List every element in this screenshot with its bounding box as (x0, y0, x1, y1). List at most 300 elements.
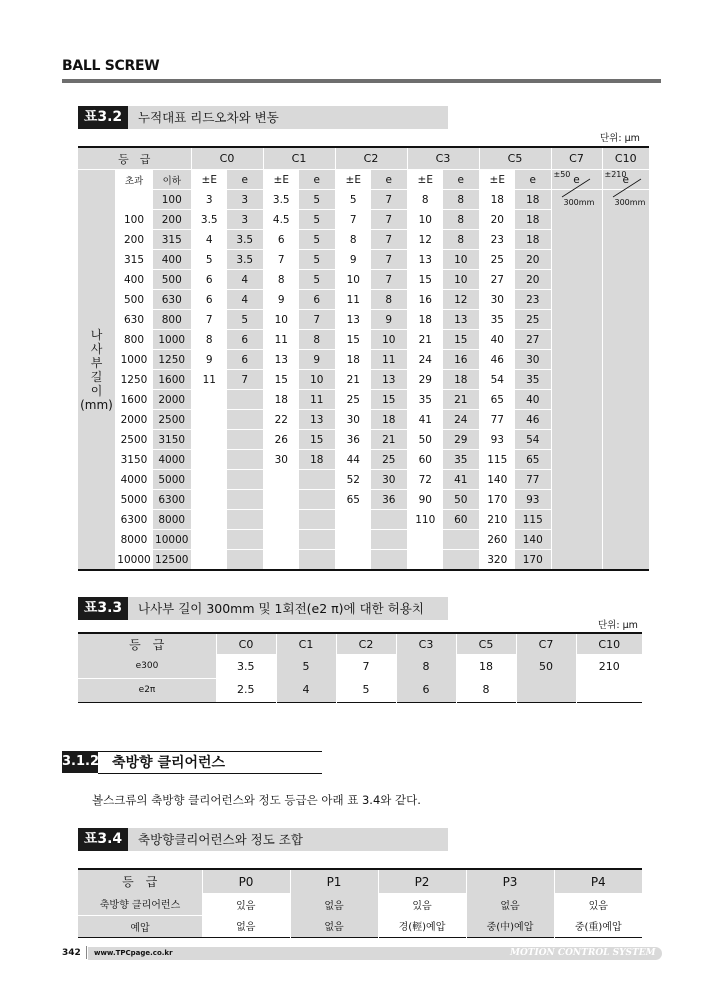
sub-header-E: ±E (263, 170, 299, 190)
tolerance-cell (227, 490, 263, 510)
tolerance-cell: 4 (227, 270, 263, 290)
tolerance-cell: 13 (263, 350, 299, 370)
length-over-cell (115, 190, 153, 210)
tolerance-cell (263, 550, 299, 571)
sub-header-e: e (443, 170, 479, 190)
sub-header-e: e (371, 170, 407, 190)
c10-bottom-value: 300mm (614, 198, 646, 207)
tolerance-cell: 25 (479, 250, 515, 270)
tolerance-cell: 140 (479, 470, 515, 490)
length-under-cell: 2500 (153, 410, 191, 430)
length-over-cell: 315 (115, 250, 153, 270)
sub-header-e: e (299, 170, 335, 190)
row-label-char: 이 (90, 383, 103, 398)
tolerance-cell: 18 (299, 450, 335, 470)
tolerance-cell: 3.5 (263, 190, 299, 210)
length-under-cell: 12500 (153, 550, 191, 571)
tolerance-cell (227, 530, 263, 550)
length-under-cell: 4000 (153, 450, 191, 470)
tolerance-cell: 18 (263, 390, 299, 410)
tolerance-cell: 23 (479, 230, 515, 250)
tolerance-cell: 20 (515, 250, 551, 270)
tolerance-cell (227, 430, 263, 450)
tolerance-cell: 44 (335, 450, 371, 470)
tolerance-cell: 27 (479, 270, 515, 290)
table33-grade: C10 (576, 633, 642, 654)
tolerance-cell: 7 (371, 190, 407, 210)
tolerance-cell: 90 (407, 490, 443, 510)
length-over-cell: 4000 (115, 470, 153, 490)
footer-url[interactable]: www.TPCpage.co.kr (94, 949, 173, 957)
tolerance-cell (227, 410, 263, 430)
tolerance-cell: 46 (515, 410, 551, 430)
row-label-e2pi: e2π (78, 678, 216, 702)
length-over-cell: 8000 (115, 530, 153, 550)
length-under-cell: 3150 (153, 430, 191, 450)
table32-grade: C0 (191, 147, 263, 170)
tolerance-cell: 11 (191, 370, 227, 390)
tolerance-cell: 54 (515, 430, 551, 450)
tolerance-cell: 3.5 (191, 210, 227, 230)
table33-cell: 8 (456, 678, 516, 702)
table34-grade: P1 (290, 869, 378, 893)
tolerance-cell: 110 (407, 510, 443, 530)
tolerance-cell (191, 530, 227, 550)
c10-slash (611, 178, 651, 198)
tolerance-cell: 36 (371, 490, 407, 510)
tolerance-cell: 8 (299, 330, 335, 350)
row-label-char: 사 (90, 341, 103, 356)
tolerance-cell: 8 (443, 210, 479, 230)
length-over-cell: 630 (115, 310, 153, 330)
tolerance-cell: 4 (227, 290, 263, 310)
table34-grade: P3 (466, 869, 554, 893)
tolerance-cell: 21 (335, 370, 371, 390)
sub-header-under: 이하 (153, 170, 191, 190)
length-under-cell: 8000 (153, 510, 191, 530)
length-over-cell: 800 (115, 330, 153, 350)
tolerance-cell (263, 490, 299, 510)
tolerance-cell (263, 510, 299, 530)
table34-cell: 경(輕)예압 (378, 915, 466, 937)
length-under-cell: 100 (153, 190, 191, 210)
tolerance-cell: 9 (335, 250, 371, 270)
section-body-text: 볼스크류의 축방향 클리어런스와 정도 등급은 아래 표 3.4와 같다. (92, 793, 421, 807)
tolerance-cell: 8 (191, 330, 227, 350)
length-over-cell: 400 (115, 270, 153, 290)
row-label-e300: e300 (78, 654, 216, 678)
tolerance-cell (371, 510, 407, 530)
tolerance-cell: 30 (371, 470, 407, 490)
tolerance-cell (335, 550, 371, 571)
length-under-cell: 630 (153, 290, 191, 310)
tolerance-cell: 8 (263, 270, 299, 290)
tolerance-cell (191, 410, 227, 430)
tolerance-cell (299, 470, 335, 490)
c7-bottom-value: 300mm (563, 198, 595, 207)
table32-grade: C10 (602, 147, 649, 170)
footer-brand: MOTION CONTROL SYSTEM (510, 948, 656, 958)
table33-cell: 210 (576, 654, 642, 678)
table32-title: 누적대표 리드오차와 변동 (138, 110, 279, 125)
tolerance-cell: 65 (335, 490, 371, 510)
tolerance-cell: 7 (227, 370, 263, 390)
tolerance-cell: 15 (335, 330, 371, 350)
table33-cell: 8 (396, 654, 456, 678)
table32-grade: C5 (479, 147, 551, 170)
tolerance-cell: 30 (515, 350, 551, 370)
table32-unit: 단위: μm (600, 133, 640, 144)
tolerance-cell (227, 450, 263, 470)
sub-header-e: e (602, 170, 649, 190)
table34-grade: P2 (378, 869, 466, 893)
length-over-cell: 2500 (115, 430, 153, 450)
tolerance-cell: 115 (515, 510, 551, 530)
tolerance-cell: 24 (407, 350, 443, 370)
tolerance-cell: 8 (443, 230, 479, 250)
tolerance-cell: 41 (443, 470, 479, 490)
tolerance-cell (191, 470, 227, 490)
tolerance-cell: 170 (515, 550, 551, 571)
tolerance-cell: 3 (227, 210, 263, 230)
tolerance-cell: 60 (443, 510, 479, 530)
length-over-cell: 1000 (115, 350, 153, 370)
tolerance-cell: 5 (299, 270, 335, 290)
tolerance-cell: 18 (407, 310, 443, 330)
tolerance-cell: 30 (263, 450, 299, 470)
tolerance-cell: 29 (443, 430, 479, 450)
length-over-cell: 500 (115, 290, 153, 310)
tolerance-cell: 7 (371, 210, 407, 230)
table34-grade: P0 (202, 869, 290, 893)
table33-cell: 6 (396, 678, 456, 702)
sub-header-E: ±E (479, 170, 515, 190)
tolerance-cell: 11 (263, 330, 299, 350)
tolerance-cell: 36 (335, 430, 371, 450)
tolerance-cell: 6 (263, 230, 299, 250)
row-label-axial-clearance: 축방향 클리어런스 (78, 893, 202, 915)
tolerance-cell: 3.5 (227, 250, 263, 270)
table33-cell (576, 678, 642, 702)
tolerance-cell: 30 (335, 410, 371, 430)
table32-grade: C7 (551, 147, 602, 170)
tolerance-cell: 320 (479, 550, 515, 571)
section-title: 축방향 클리어런스 (112, 755, 226, 771)
table34-label: 표3.4 (78, 828, 128, 851)
section-rule-top (98, 751, 322, 752)
row-label-char: 나 (90, 327, 103, 342)
tolerance-cell: 18 (443, 370, 479, 390)
tolerance-cell: 13 (407, 250, 443, 270)
tolerance-cell: 6 (227, 330, 263, 350)
table33 (78, 632, 642, 703)
header-rule (62, 79, 661, 83)
tolerance-cell: 25 (335, 390, 371, 410)
table32-grade: C2 (335, 147, 407, 170)
table34 (78, 868, 642, 938)
tolerance-cell (191, 450, 227, 470)
tolerance-cell (299, 490, 335, 510)
tolerance-cell: 5 (191, 250, 227, 270)
tolerance-cell: 72 (407, 470, 443, 490)
length-under-cell: 800 (153, 310, 191, 330)
table33-cell (516, 678, 576, 702)
tolerance-cell: 15 (299, 430, 335, 450)
tolerance-cell: 13 (371, 370, 407, 390)
tolerance-cell: 27 (515, 330, 551, 350)
tolerance-cell: 9 (263, 290, 299, 310)
sub-header-e: e (551, 170, 602, 190)
table32-label: 표3.2 (78, 106, 128, 129)
tolerance-cell (263, 470, 299, 490)
row-label-thread-length (78, 170, 115, 571)
table33-title: 나사부 길이 300mm 및 1회전(e2 π)에 대한 허용치 (138, 601, 424, 616)
tolerance-cell: 140 (515, 530, 551, 550)
tolerance-cell: 41 (407, 410, 443, 430)
tolerance-cell: 5 (227, 310, 263, 330)
table32-grade: C3 (407, 147, 479, 170)
length-under-cell: 1600 (153, 370, 191, 390)
tolerance-cell: 35 (515, 370, 551, 390)
tolerance-cell: 3 (227, 190, 263, 210)
length-over-cell: 6300 (115, 510, 153, 530)
tolerance-cell (371, 530, 407, 550)
tolerance-cell: 11 (371, 350, 407, 370)
table33-cell: 18 (456, 654, 516, 678)
tolerance-cell (191, 430, 227, 450)
table34-cell: 없음 (466, 893, 554, 915)
tolerance-cell: 26 (263, 430, 299, 450)
table33-cell: 2.5 (237, 683, 255, 697)
tolerance-cell: 35 (407, 390, 443, 410)
tolerance-cell: 93 (479, 430, 515, 450)
tolerance-cell (191, 390, 227, 410)
length-under-cell: 2000 (153, 390, 191, 410)
tolerance-cell: 7 (335, 210, 371, 230)
table33-grade: C5 (456, 633, 516, 654)
tolerance-cell (371, 550, 407, 571)
tolerance-cell: 40 (479, 330, 515, 350)
tolerance-cell (191, 510, 227, 530)
tolerance-cell: 24 (443, 410, 479, 430)
length-under-cell: 5000 (153, 470, 191, 490)
tolerance-cell: 18 (479, 190, 515, 210)
length-under-cell: 6300 (153, 490, 191, 510)
tolerance-cell: 10 (371, 330, 407, 350)
table33-grade-header: 등 급 (129, 637, 165, 652)
tolerance-cell: 15 (443, 330, 479, 350)
tolerance-cell: 11 (299, 390, 335, 410)
tolerance-cell: 10 (263, 310, 299, 330)
tolerance-cell: 3 (191, 190, 227, 210)
sub-header-E: ±E (335, 170, 371, 190)
sub-header-E: ±E (407, 170, 443, 190)
tolerance-cell (227, 550, 263, 571)
tolerance-cell (227, 510, 263, 530)
tolerance-cell: 50 (407, 430, 443, 450)
tolerance-cell: 210 (479, 510, 515, 530)
table33-cell: 50 (516, 654, 576, 678)
length-over-cell: 5000 (115, 490, 153, 510)
table32-grade-header: 등 급 (78, 147, 191, 170)
row-label-preload: 예압 (78, 915, 202, 937)
tolerance-cell (443, 550, 479, 571)
page-header-title: BALL SCREW (62, 58, 160, 74)
tolerance-cell (299, 510, 335, 530)
tolerance-cell: 8 (371, 290, 407, 310)
tolerance-cell: 7 (371, 250, 407, 270)
tolerance-cell: 5 (335, 190, 371, 210)
tolerance-cell: 13 (335, 310, 371, 330)
tolerance-cell: 60 (407, 450, 443, 470)
tolerance-cell (299, 530, 335, 550)
tolerance-cell: 7 (371, 230, 407, 250)
tolerance-cell: 16 (443, 350, 479, 370)
tolerance-cell: 9 (299, 350, 335, 370)
table33-cell: 5 (336, 678, 396, 702)
table33-cell: 4 (276, 678, 336, 702)
tolerance-cell (299, 550, 335, 571)
tolerance-cell: 4.5 (263, 210, 299, 230)
table34-title: 축방향클리어런스와 정도 조합 (138, 832, 303, 847)
tolerance-cell: 10 (299, 370, 335, 390)
tolerance-cell: 6 (191, 290, 227, 310)
length-over-cell: 10000 (117, 553, 151, 566)
tolerance-cell: 23 (515, 290, 551, 310)
tolerance-cell (227, 390, 263, 410)
tolerance-cell: 40 (515, 390, 551, 410)
page-number: 342 (62, 948, 81, 958)
table34-cell: 중(重)예압 (554, 915, 642, 937)
tolerance-cell: 6 (299, 290, 335, 310)
table34-grade: P4 (554, 869, 642, 893)
tolerance-cell: 35 (479, 310, 515, 330)
tolerance-cell: 25 (371, 450, 407, 470)
tolerance-cell: 50 (443, 490, 479, 510)
tolerance-cell: 11 (335, 290, 371, 310)
table33-label: 표3.3 (78, 597, 128, 620)
sub-header-e: e (227, 170, 263, 190)
table34-cell: 있음 (554, 893, 642, 915)
table33-cell: 5 (276, 654, 336, 678)
tolerance-cell: 18 (515, 230, 551, 250)
row-label-char: 길 (90, 369, 103, 384)
tolerance-cell: 10 (335, 270, 371, 290)
section-rule-bottom (98, 773, 322, 774)
tolerance-cell: 13 (299, 410, 335, 430)
tolerance-cell: 52 (335, 470, 371, 490)
tolerance-cell: 7 (371, 270, 407, 290)
tolerance-cell: 93 (515, 490, 551, 510)
table34-grade-header: 등 급 (122, 875, 158, 889)
tolerance-cell: 21 (443, 390, 479, 410)
tolerance-cell: 18 (371, 410, 407, 430)
tolerance-cell: 15 (263, 370, 299, 390)
tolerance-cell: 25 (515, 310, 551, 330)
length-over-cell: 100 (115, 210, 153, 230)
tolerance-cell (335, 530, 371, 550)
table34-cell: 중(中)예압 (466, 915, 554, 937)
tolerance-cell: 16 (407, 290, 443, 310)
table33-grade: C1 (276, 633, 336, 654)
c7-merged-cell (551, 170, 602, 571)
length-under-cell: 10000 (153, 530, 191, 550)
tolerance-cell: 18 (515, 190, 551, 210)
length-over-cell: 1600 (115, 390, 153, 410)
table34-cell: 있음 (378, 893, 466, 915)
table34-cell: 없음 (290, 915, 378, 937)
length-under-cell: 1000 (153, 330, 191, 350)
table32 (78, 146, 649, 571)
row-label-char: 부 (90, 355, 103, 370)
table33-cell: 3.5 (237, 659, 255, 673)
sub-header-E: ±E (191, 170, 227, 190)
tolerance-cell: 18 (515, 210, 551, 230)
tolerance-cell: 4 (191, 230, 227, 250)
tolerance-cell (443, 530, 479, 550)
tolerance-cell (335, 510, 371, 530)
tolerance-cell: 8 (335, 230, 371, 250)
tolerance-cell: 15 (407, 270, 443, 290)
table33-grade: C0 (216, 633, 276, 654)
tolerance-cell: 54 (479, 370, 515, 390)
row-label-unit: (mm) (80, 397, 113, 412)
tolerance-cell: 10 (443, 250, 479, 270)
tolerance-cell: 29 (407, 370, 443, 390)
tolerance-cell: 18 (335, 350, 371, 370)
tolerance-cell: 6 (227, 350, 263, 370)
length-under-cell: 400 (153, 250, 191, 270)
tolerance-cell: 77 (515, 470, 551, 490)
length-over-cell: 3150 (115, 450, 153, 470)
tolerance-cell: 5 (299, 230, 335, 250)
tolerance-cell: 5 (299, 190, 335, 210)
table34-cell: 있음 (236, 900, 256, 912)
table34-cell: 없음 (236, 922, 256, 934)
tolerance-cell (191, 550, 227, 571)
tolerance-cell: 9 (191, 350, 227, 370)
tolerance-cell: 7 (191, 310, 227, 330)
tolerance-cell: 3.5 (227, 230, 263, 250)
tolerance-cell: 15 (371, 390, 407, 410)
length-under-cell: 315 (153, 230, 191, 250)
tolerance-cell (263, 530, 299, 550)
tolerance-cell: 13 (443, 310, 479, 330)
table33-grade: C2 (336, 633, 396, 654)
tolerance-cell: 12 (407, 230, 443, 250)
tolerance-cell (191, 490, 227, 510)
c7-slash (560, 178, 600, 198)
tolerance-cell: 77 (479, 410, 515, 430)
c10-top-value: ±210 (604, 170, 627, 179)
table32-grade: C1 (263, 147, 335, 170)
tolerance-cell: 7 (299, 310, 335, 330)
length-under-cell: 200 (153, 210, 191, 230)
tolerance-cell (407, 530, 443, 550)
sub-header-e: e (515, 170, 551, 190)
tolerance-cell: 20 (479, 210, 515, 230)
tolerance-cell: 5 (299, 210, 335, 230)
table33-unit: 단위: μm (598, 620, 638, 631)
tolerance-cell: 65 (515, 450, 551, 470)
section-number: 3.1.2 (62, 751, 98, 773)
sub-header-over: 초과 (115, 170, 153, 190)
tolerance-cell: 12 (443, 290, 479, 310)
tolerance-cell: 115 (479, 450, 515, 470)
length-under-cell: 500 (153, 270, 191, 290)
length-under-cell: 1250 (153, 350, 191, 370)
table-row (78, 190, 649, 210)
